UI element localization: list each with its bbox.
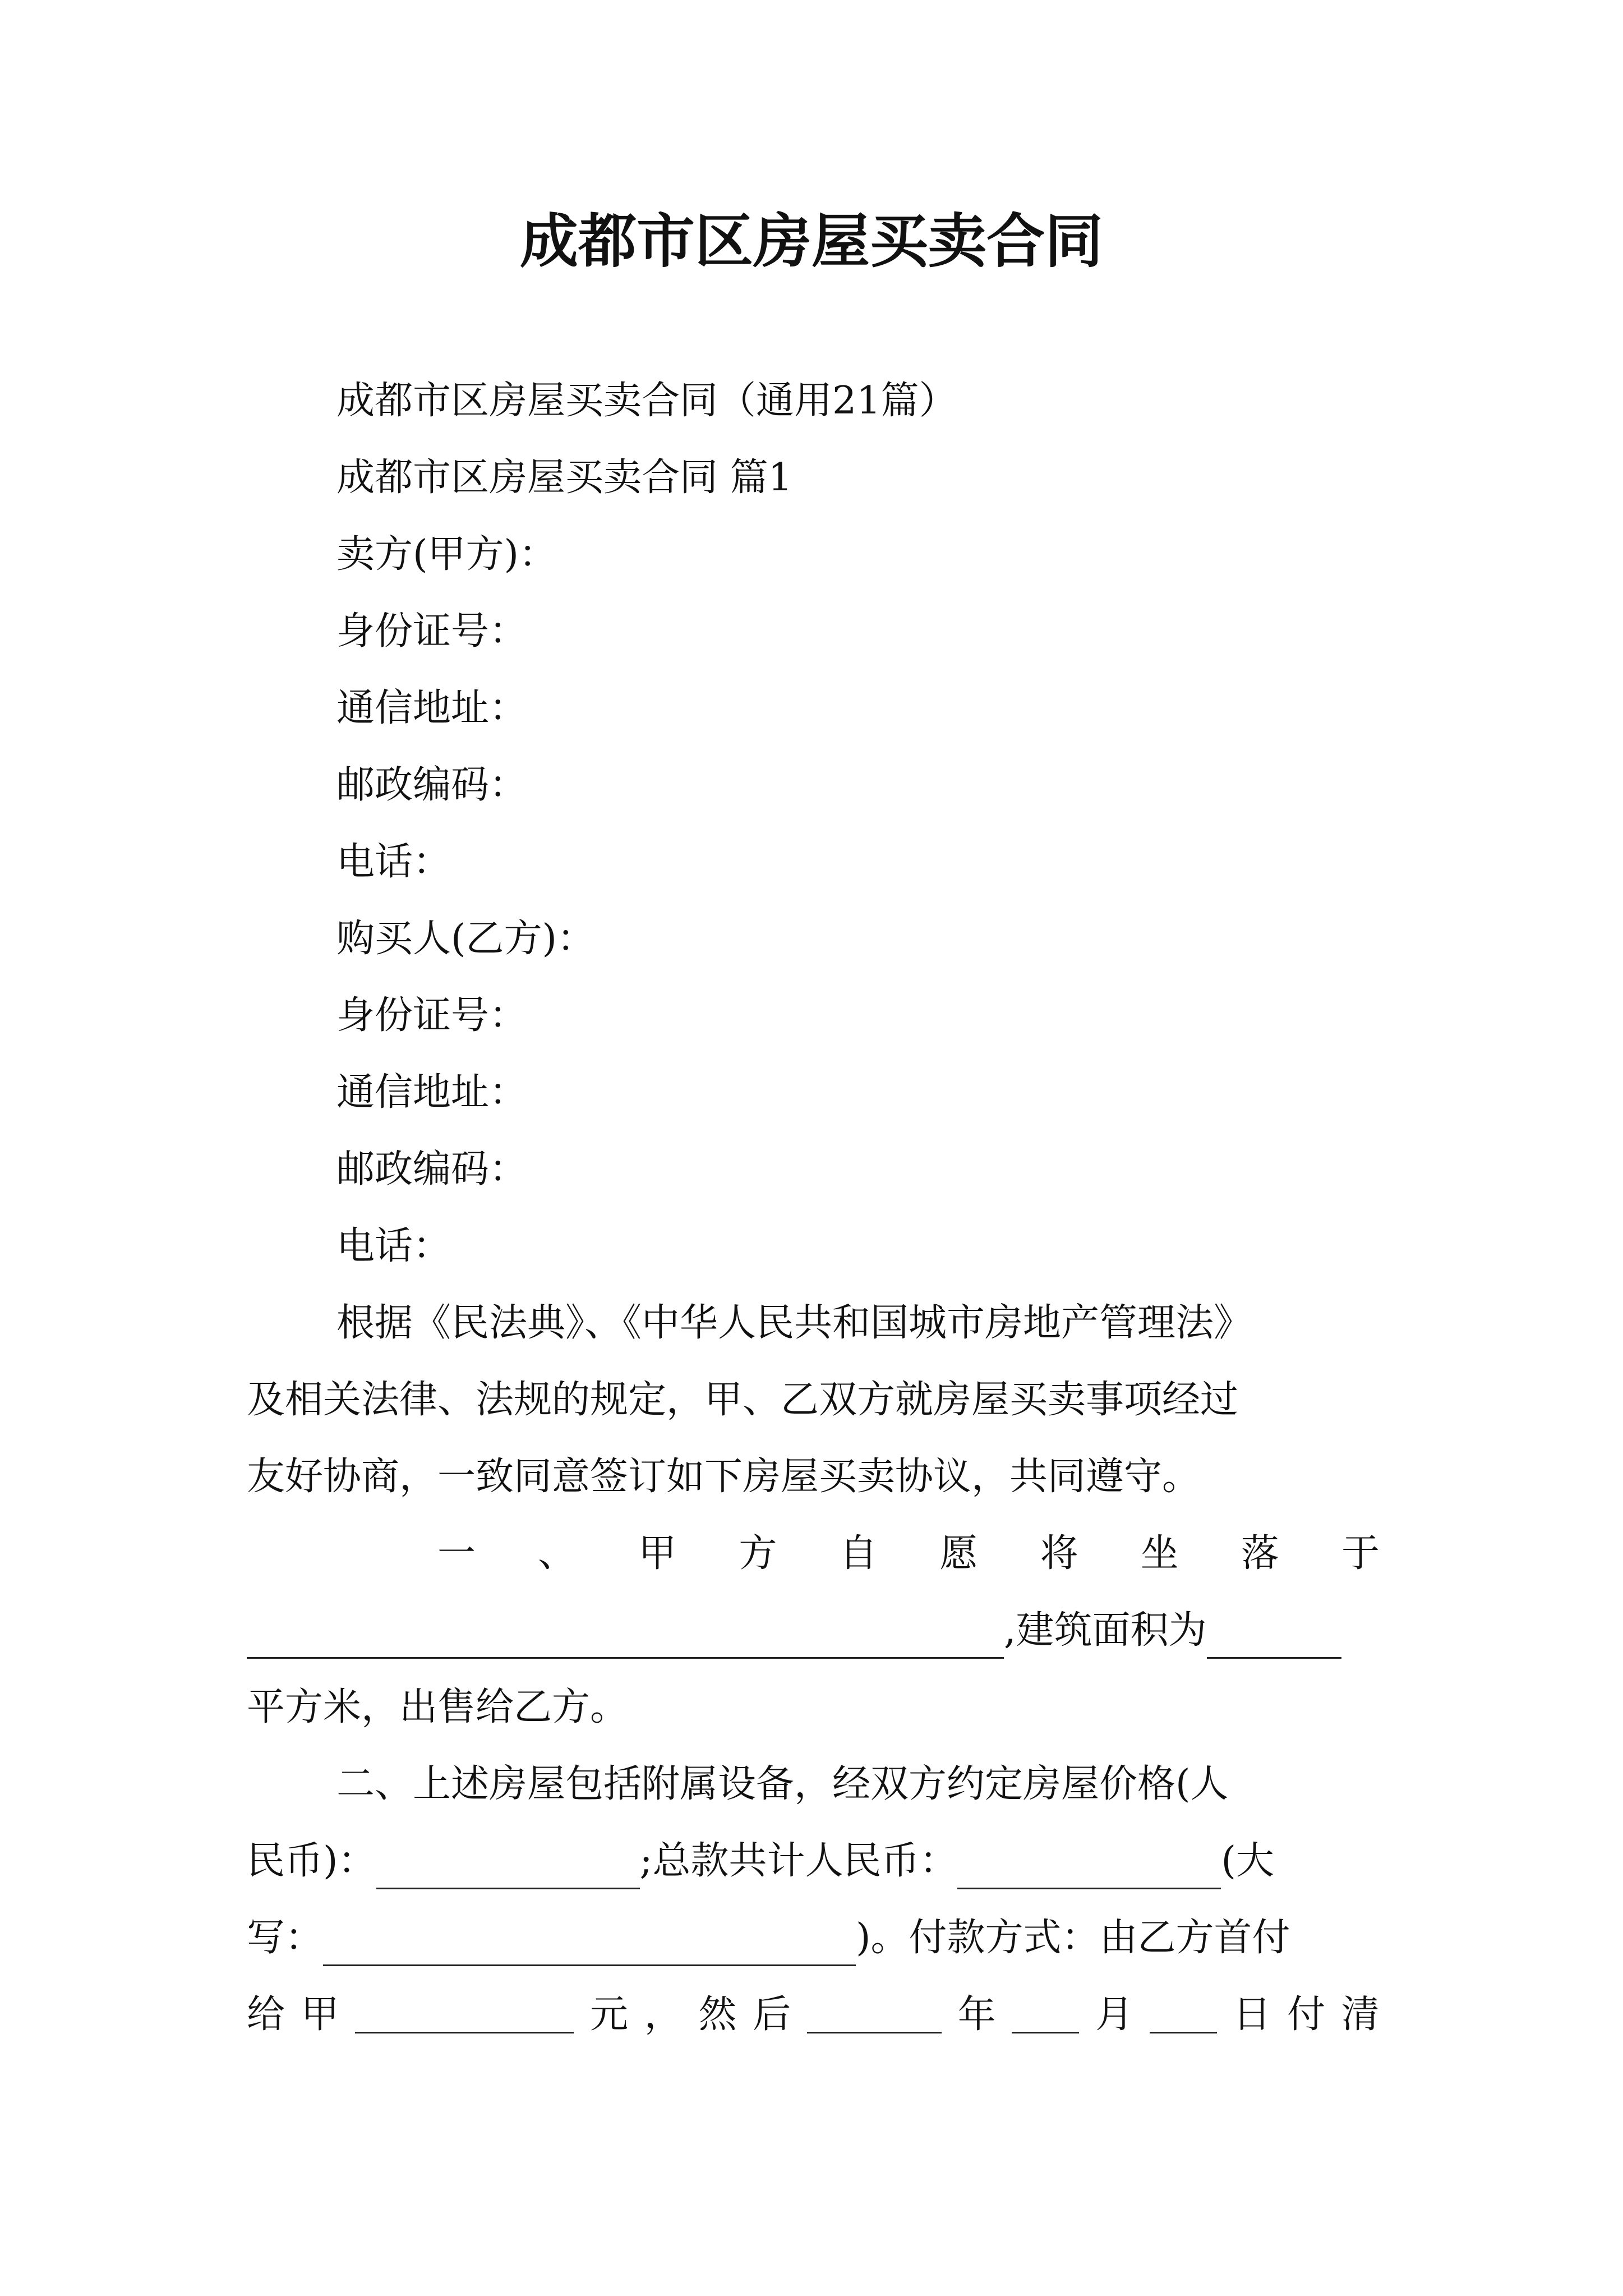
intro-line: 根据《民法典》、《中华人民共和国城市房地产管理法》 [336,1301,1252,1345]
clause-2 [247,1756,1380,2064]
seller-postcode-label: 邮政编码： [336,763,528,807]
clause-1-char: 甲 [638,1531,677,1576]
clause-1-char: 方 [739,1531,777,1576]
payment-text: )。付款方式：由乙方首付 [856,1916,1290,1960]
year-blank[interactable] [807,1987,942,2033]
intro-line: 友好协商，一致同意签订如下房屋买卖协议，共同遵守。 [247,1455,1201,1499]
clause-2-line [247,1833,1380,1910]
clause-2-line [247,1910,1380,1987]
clause-1-char: 将 [1040,1531,1078,1576]
subtitle: 成都市区房屋买卖合同（通用21篇） [336,379,957,423]
location-blank[interactable] [247,1612,1004,1659]
document-title: 成都市区房屋买卖合同 [519,207,1103,275]
payment-char: ， [644,1993,683,2037]
month-blank[interactable] [1012,1987,1079,2033]
payment-char: 甲 [301,1993,339,2037]
payment-char: 月 [1095,1993,1133,2037]
day-blank[interactable] [1150,1987,1217,2033]
clause-1-char: 自 [839,1531,878,1576]
payment-char: 清 [1341,1993,1380,2037]
clause-1-line: 平方米，出售给乙方。 [247,1685,629,1729]
price-blank[interactable] [376,1843,640,1889]
payment-char: 后 [753,1993,791,2037]
payment-char: 给 [247,1993,285,2037]
clause-2-line: 二、上述房屋包括附属设备，经双方约定房屋价格(人 [336,1762,1229,1806]
payment-char: 年 [957,1993,996,2037]
seller-phone-label: 电话： [336,840,451,884]
seller-label: 卖方(甲方)： [336,532,557,577]
clause-1-char: 愿 [939,1531,978,1576]
total-label: ;总款共计人民币： [639,1839,958,1883]
clause-1-char: 一 [437,1531,476,1576]
payment-char: 付 [1287,1993,1326,2037]
area-text: ,建筑面积为 [1004,1608,1207,1653]
clause-2-line [247,1987,1380,2064]
price-label: 民币)： [247,1839,376,1883]
buyer-phone-label: 电话： [336,1224,451,1268]
buyer-id-label: 身份证号： [336,993,528,1038]
clause-1-line [247,1526,1380,1603]
buyer-address-label: 通信地址： [336,1070,528,1115]
buyer-postcode-label: 邮政编码： [336,1147,528,1191]
payment-char: 日 [1233,1993,1271,2037]
buyer-label: 购买人(乙方)： [336,917,596,961]
capital-blank[interactable] [323,1920,856,1966]
total-blank[interactable] [957,1843,1221,1889]
clause-1-char: 于 [1341,1531,1380,1576]
section-heading: 成都市区房屋买卖合同 篇1 [336,455,792,500]
clause-1-char: 坐 [1140,1531,1179,1576]
payment-char: 元 [590,1993,629,2037]
seller-address-label: 通信地址： [336,686,528,730]
clause-1-char: 落 [1241,1531,1279,1576]
capital-write-label: 写： [247,1916,324,1960]
down-payment-blank[interactable] [355,1987,574,2033]
capital-label: (大 [1221,1839,1274,1883]
clause-1-line [247,1603,1380,1680]
area-blank[interactable] [1207,1612,1341,1659]
clause-1-char: 、 [538,1531,577,1576]
intro-line: 及相关法律、法规的规定，甲、乙双方就房屋买卖事项经过 [247,1378,1239,1422]
payment-char: 然 [698,1993,737,2037]
clause-1 [247,1526,1380,1756]
intro-paragraph [247,1295,1380,1526]
seller-id-label: 身份证号： [336,609,528,654]
